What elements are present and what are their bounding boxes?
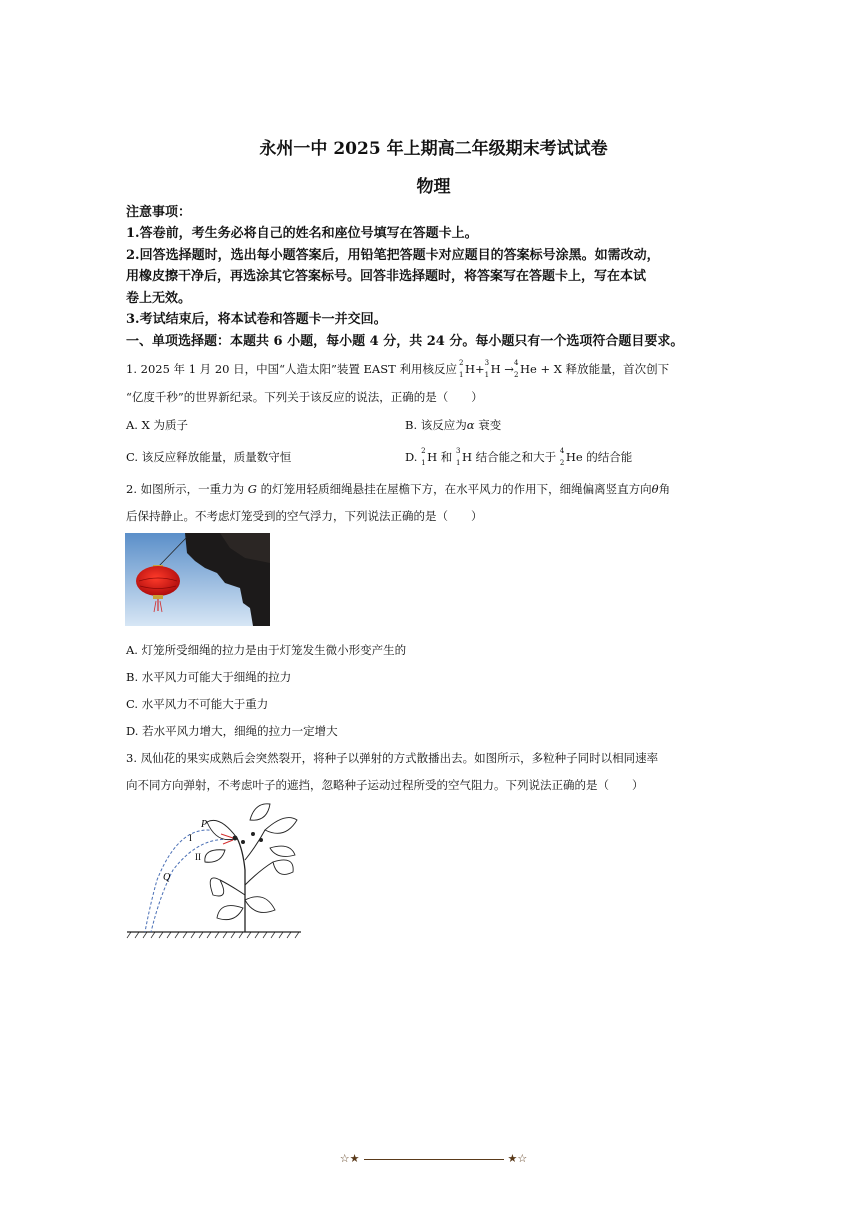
q1-option-a: A. X 为质子: [126, 418, 188, 432]
q2-stem-line2: 后保持静止。不考虑灯笼受到的空气浮力，下列说法正确的是（ ）: [126, 509, 483, 523]
q2-option-d: D. 若水平风力增大，细绳的拉力一定增大: [126, 724, 338, 738]
plant-diagram: [125, 800, 305, 942]
q2-option-a: A. 灯笼所受细绳的拉力是由于灯笼发生微小形变产生的: [126, 643, 407, 657]
notice-item-3: 3.考试结束后，将本试卷和答题卡一并交回。: [126, 312, 387, 327]
label-P: P: [201, 819, 208, 830]
q3-stem-line2: 向不同方向弹射，不考虑叶子的遮挡，忽略种子运动过程所受的空气阻力。下列说法正确的是（ ）: [126, 778, 644, 792]
q1-option-b: B. 该反应为α 衰变: [405, 418, 502, 432]
label-I: I: [189, 833, 192, 843]
q2-option-c: C. 水平风力不可能大于重力: [126, 697, 269, 711]
q1-stem-line2: “亿度千秒”的世界新纪录。下列关于该反应的说法，正确的是（ ）: [126, 390, 483, 404]
notice-item-2b: 用橡皮擦干净后，再选涂其它答案标号。回答非选择题时，将答案写在答题卡上，写在本试: [126, 269, 647, 284]
subject-title: 物理: [416, 177, 451, 197]
notice-item-2c: 卷上无效。: [126, 291, 192, 306]
q1-option-d: D. 2 1 H 和 3 1 H 结合能之和大于 4 2 He 的结合能: [405, 447, 633, 467]
q3-stem-line1: 3. 凤仙花的果实成熟后会突然裂开，将种子以弹射的方式散播出去。如图所示，多粒种子同时以相同速率: [126, 751, 659, 765]
footer-stars-left: ☆★: [339, 1152, 360, 1165]
q1-option-c: C. 该反应释放能量，质量数守恒: [126, 450, 292, 464]
q2-stem-line1: 2. 如图所示，一重力为 G 的灯笼用轻质细绳悬挂在屋檐下方，在水平风力的作用下，细绳偏离竖直方向θ角: [126, 482, 671, 496]
notice-item-2a: 2.回答选择题时，选出每小题答案后，用铅笔把答题卡对应题目的答案标号涂黑。如需改动，: [126, 248, 660, 263]
label-II: II: [195, 852, 201, 862]
notice-item-1: 1.答卷前，考生务必将自己的姓名和座位号填写在答题卡上。: [126, 226, 478, 241]
exam-title: 永州一中 2025 年上期高二年级期末考试试卷: [259, 139, 608, 159]
q2-option-b: B. 水平风力可能大于细绳的拉力: [126, 670, 292, 684]
footer-decoration: [0, 1152, 867, 1165]
label-Q: Q: [163, 872, 171, 883]
footer-line: [364, 1159, 504, 1160]
footer-stars-right: ★☆: [507, 1152, 528, 1165]
q1-h2: H: [464, 362, 475, 376]
notice-heading: 注意事项：: [126, 205, 192, 220]
q1-stem-line1: 1. 2025 年 1 月 20 日，中国“人造太阳”装置 EAST 利用核反应 2 1 H+ 3 1 H → 4 2 He + X 释放能量，首次创下: [126, 359, 670, 379]
lantern-photo: [125, 533, 270, 626]
section-heading: 一、单项选择题：本题共 6 小题，每小题 4 分，共 24 分。每小题只有一个选项符合题目要求。: [126, 334, 684, 349]
